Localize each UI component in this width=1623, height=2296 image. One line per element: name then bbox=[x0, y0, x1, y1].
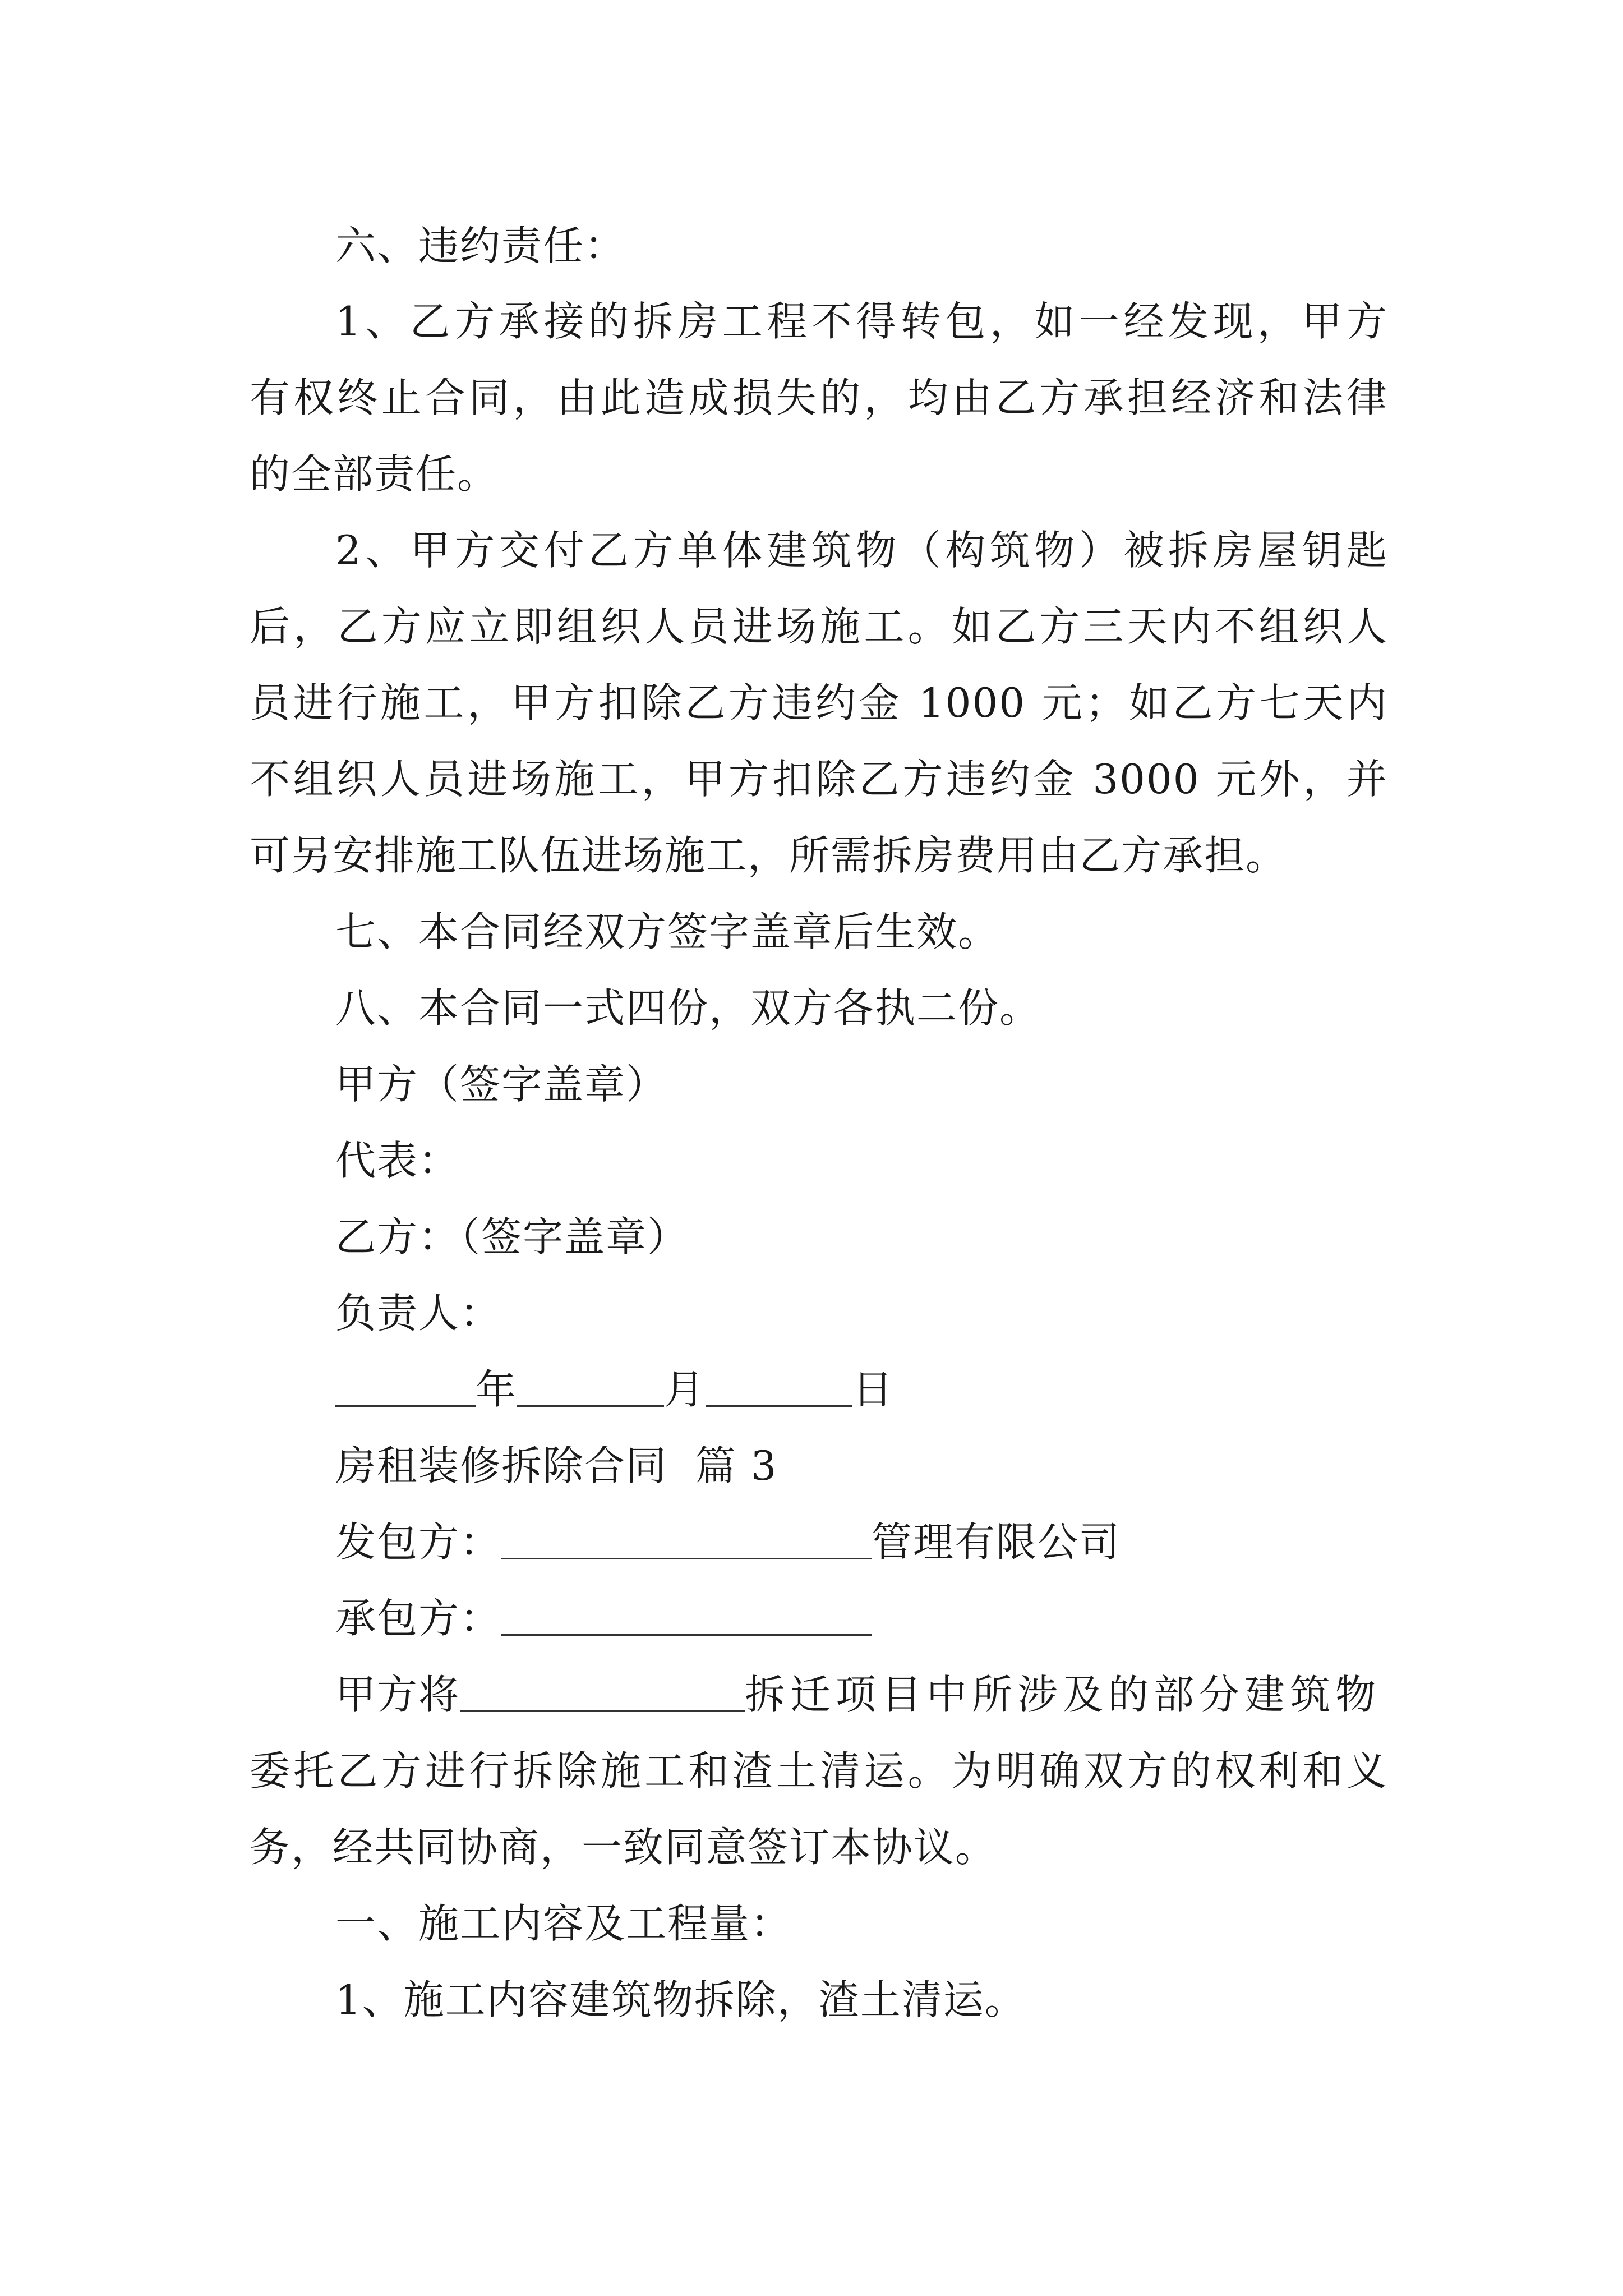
contractor-blank bbox=[501, 1517, 872, 1559]
intro-line-3: 务，经共同协商，一致同意签订本协议。 bbox=[250, 1824, 997, 1871]
subcontractor-line bbox=[335, 1590, 1388, 1646]
section-1-heading: 一、施工内容及工程量： bbox=[335, 1900, 792, 1947]
contract-3-title: 房租装修拆除合同 篇 3 bbox=[335, 1442, 778, 1489]
clause-2-line-4: 不组织人员进场施工，甲方扣除乙方违约金 3000 元外，并 bbox=[250, 756, 1388, 803]
month-label: 月 bbox=[664, 1366, 706, 1413]
clause-2-line-2: 后，乙方应立即组织人员进场施工。如乙方三天内不组织人 bbox=[250, 603, 1388, 650]
representative-label: 代表： bbox=[335, 1137, 460, 1184]
intro-line-1 bbox=[335, 1667, 1388, 1723]
clause-1-line-2: 有权终止合同，由此造成损失的，均由乙方承担经济和法律 bbox=[250, 374, 1388, 421]
year-label: 年 bbox=[476, 1366, 518, 1413]
day-label: 日 bbox=[852, 1366, 895, 1413]
section-7: 七、本合同经双方签字盖章后生效。 bbox=[335, 908, 1000, 955]
clause-2-line-5: 可另安排施工队伍进场施工，所需拆房费用由乙方承担。 bbox=[250, 832, 1288, 879]
project-blank bbox=[460, 1670, 745, 1712]
party-b-signature: 乙方：（签字盖章） bbox=[335, 1213, 689, 1260]
intro-text-1: 拆迁项目中所涉及的部分建筑物 bbox=[745, 1671, 1381, 1718]
contractor-suffix: 管理有限公司 bbox=[872, 1519, 1121, 1566]
clause-1-line-3: 的全部责任。 bbox=[250, 450, 499, 498]
year-blank bbox=[335, 1365, 476, 1407]
clause-2-line-1: 2、甲方交付乙方单体建筑物（构筑物）被拆房屋钥匙 bbox=[335, 527, 1388, 574]
clause-1-line-1: 1、乙方承接的拆房工程不得转包，如一经发现，甲方 bbox=[335, 298, 1388, 345]
clause-2-line-3: 员进行施工，甲方扣除乙方违约金 1000 元；如乙方七天内 bbox=[250, 679, 1388, 726]
month-blank bbox=[517, 1365, 664, 1407]
contractor-label: 发包方： bbox=[335, 1519, 502, 1566]
section-6-heading: 六、违约责任： bbox=[335, 222, 626, 269]
section-1-item-1: 1、施工内容建筑物拆除，渣土清运。 bbox=[335, 1976, 1026, 2023]
subcontractor-label: 承包方： bbox=[335, 1595, 502, 1642]
party-a-signature: 甲方（签字盖章） bbox=[335, 1061, 668, 1108]
section-8: 八、本合同一式四份，双方各执二份。 bbox=[335, 984, 1041, 1032]
contractor-line bbox=[335, 1514, 1388, 1570]
person-in-charge-label: 负责人： bbox=[335, 1290, 502, 1337]
subcontractor-blank bbox=[501, 1594, 872, 1636]
date-line bbox=[335, 1361, 1388, 1418]
day-blank bbox=[706, 1365, 852, 1407]
intro-line-2: 委托乙方进行拆除施工和渣土清运。为明确双方的权利和义 bbox=[250, 1747, 1388, 1795]
intro-start: 甲方将 bbox=[335, 1671, 460, 1718]
